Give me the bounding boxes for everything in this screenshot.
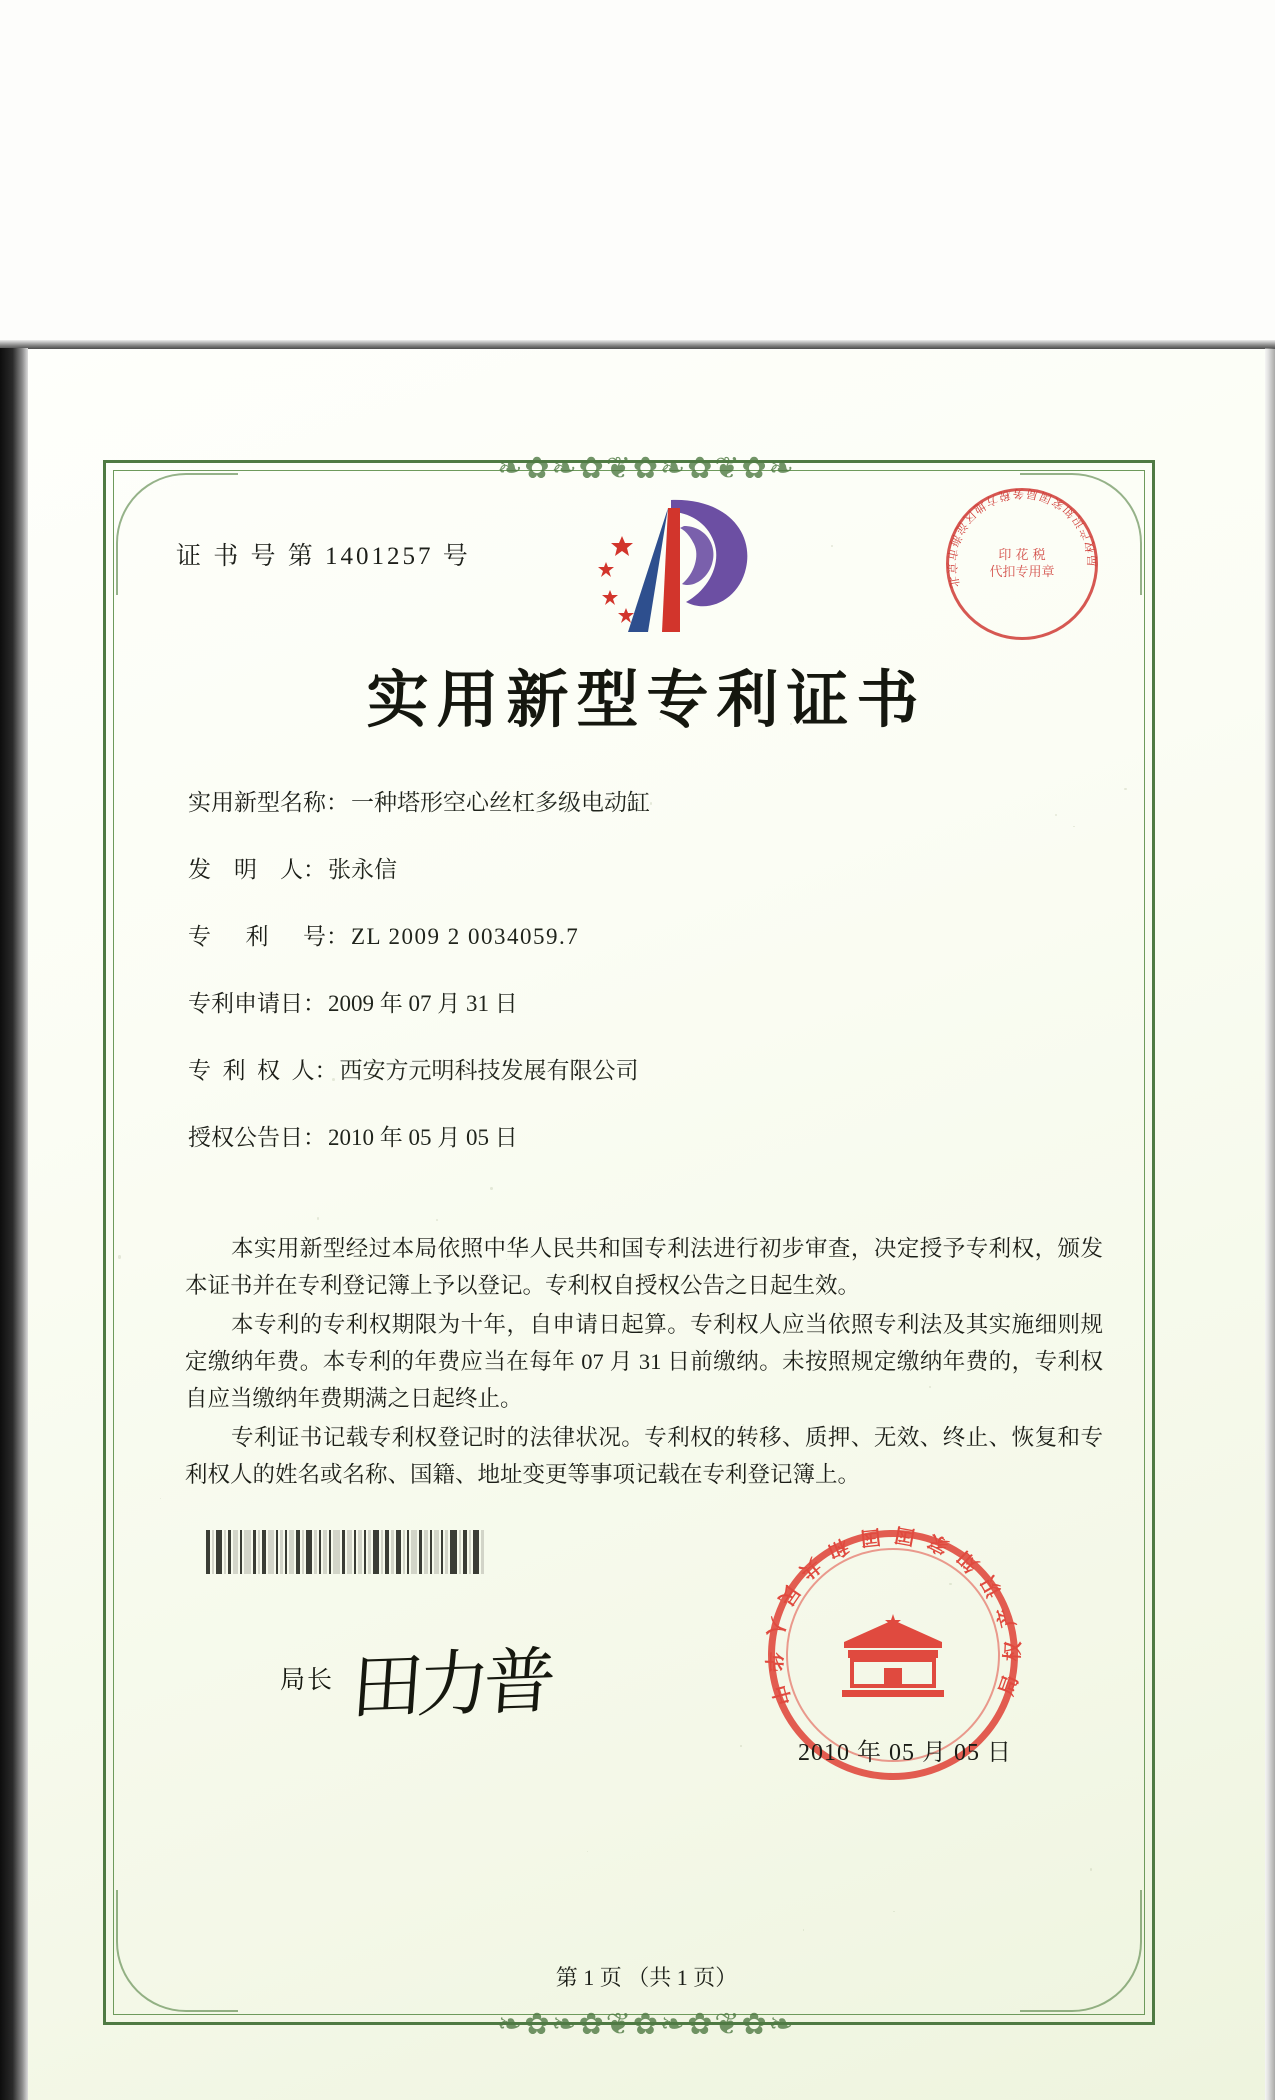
body-paragraph-2: 本专利的专利权期限为十年，自申请日起算。专利权人应当依照专利法及其实施细则规定缴纳年费。本专利的年费应当在每年 07 月 31 日前缴纳。未按照规定缴纳年费的，专利权自应当缴纳年费期满之日起终止。 xyxy=(185,1312,1103,1411)
scan-speckle xyxy=(490,1187,493,1190)
scan-speckle xyxy=(506,1259,507,1260)
scan-speckle xyxy=(332,1078,335,1081)
field-utility-model-name xyxy=(188,788,1088,818)
signature-label: 局长 xyxy=(280,1667,335,1694)
vine-ornament-bottom: ❧✿❧✿❦✿❧✿❦✿❧ xyxy=(497,2007,796,2042)
page-title: 实用新型专利证书 xyxy=(366,663,927,736)
scan-speckle xyxy=(740,1745,742,1747)
page-footer: 第 1 页 （共 1 页） xyxy=(555,1965,738,1990)
vine-ornament-top: ❧✿❧✿❦✿❧✿❦✿❧ xyxy=(497,451,796,486)
field-label: 专利申请日： xyxy=(188,991,326,1016)
scan-speckle xyxy=(831,545,833,547)
scan-edge-right xyxy=(1265,348,1275,2100)
field-label: 实用新型名称： xyxy=(188,790,349,815)
certificate-number: 证 书 号 第 1401257 号 xyxy=(176,543,471,570)
field-value: 西安方元明科技发展有限公司 xyxy=(339,1058,639,1083)
stamp-duty-seal-center xyxy=(946,547,1098,581)
field-value: ZL 2009 2 0034059.7 xyxy=(351,924,580,949)
stamp-duty-line-1: 印 花 税 xyxy=(998,548,1046,563)
scan-speckle xyxy=(317,1217,320,1220)
scan-speckle xyxy=(1124,788,1127,791)
scan-speckle xyxy=(650,802,652,804)
scan-speckle xyxy=(803,1929,804,1930)
body-paragraph-1: 本实用新型经过本局依照中华人民共和国专利法进行初步审查，决定授予专利权，颁发本证书并在专利登记簿上予以登记。专利权自授权公告之日起生效。 xyxy=(185,1236,1103,1298)
cnipa-logo-icon xyxy=(576,490,766,640)
certificate-fields xyxy=(188,788,1088,1190)
field-label: 授权公告日： xyxy=(188,1125,326,1150)
stamp-duty-seal-arc-text: 北 京 市 海 淀 区 地 方 税 务 局 国 家 知 识 产 权 局 xyxy=(944,486,1100,589)
field-value: 2009 年 07 月 31 日 xyxy=(328,991,518,1016)
field-value: 2010 年 05 月 05 日 xyxy=(328,1125,518,1150)
field-label: 专 利 权 人： xyxy=(188,1058,338,1083)
patent-certificate xyxy=(28,350,1265,2100)
field-application-date xyxy=(188,989,1088,1019)
field-label: 发 明 人： xyxy=(188,857,326,882)
scan-edge-left xyxy=(0,348,28,2100)
body-paragraph-3: 专利证书记载专利权登记时的法律状况。专利权的转移、质押、无效、终止、恢复和专利权人的姓名或名称、国籍、地址变更等事项记载在专利登记簿上。 xyxy=(185,1425,1103,1487)
field-patent-number xyxy=(188,922,1088,952)
barcode xyxy=(206,1530,586,1574)
field-value: 张永信 xyxy=(328,857,397,882)
scan-speckle xyxy=(638,1463,641,1466)
scan-speckle xyxy=(118,1255,121,1258)
scan-edge-top xyxy=(0,340,1275,349)
field-grant-announcement-date xyxy=(188,1123,1088,1153)
stamp-duty-line-2: 代扣专用章 xyxy=(989,565,1055,580)
field-patentee xyxy=(188,1056,1088,1086)
scan-speckle xyxy=(201,862,204,865)
national-ip-administration-seal: 中 华 人 民 共 和 国 国 家 知 识 产 权 局 xyxy=(768,1530,1018,1780)
stamp-duty-seal xyxy=(946,488,1098,640)
scan-speckle xyxy=(436,1219,438,1221)
signature-handwriting: 田力普 xyxy=(348,1638,553,1730)
seal-date: 2010 年 05 月 05 日 xyxy=(798,1740,1012,1766)
field-label: 专 利 号： xyxy=(188,924,349,949)
field-value: 一种塔形空心丝杠多级电动缸 xyxy=(351,790,650,815)
certificate-body-text xyxy=(185,1230,1103,1495)
signature-block xyxy=(280,1626,553,1730)
field-inventor xyxy=(188,855,1088,885)
tiananmen-emblem-icon xyxy=(834,1612,952,1708)
